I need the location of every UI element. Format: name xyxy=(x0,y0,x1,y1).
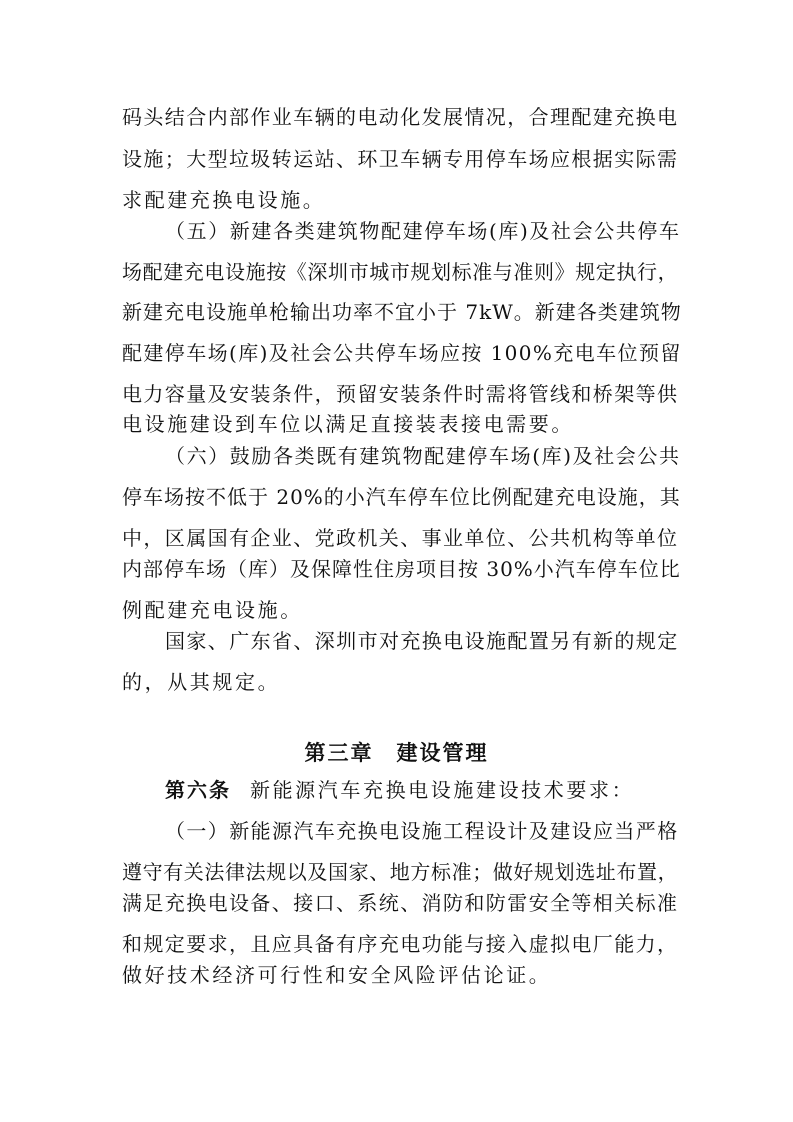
body-text-line: 电力容量及安装条件，预留安装条件时需将管线和桥架等供 xyxy=(122,382,679,406)
body-text-line: 的，从其规定。 xyxy=(122,670,281,694)
body-text-line: 停车场按不低于 20%的小汽车停车位比例配建充电设施，其 xyxy=(122,485,681,509)
body-text-line: 满足充换电设备、接口、系统、消防和防雷安全等相关标准 xyxy=(122,891,679,915)
body-text-line: 中，区属国有企业、党政机关、事业单位、公共机构等单位 xyxy=(122,526,679,550)
body-text-line: 内部停车场（库）及保障性住房项目按 30%小汽车停车位比 xyxy=(122,557,681,581)
body-text-line: 和规定要求，且应具备有序充电功能与接入虚拟电厂能力， xyxy=(122,932,679,956)
body-text-line: （一）新能源汽车充换电设施工程设计及建设应当严格 xyxy=(165,819,679,843)
article-text: 新能源汽车充换电设施建设技术要求： xyxy=(249,778,635,802)
body-text-line: 做好技术经济可行性和安全风险评估论证。 xyxy=(122,963,552,987)
body-text-line: 求配建充换电设施。 xyxy=(122,188,326,212)
body-text-line: （五）新建各类建筑物配建停车场(库)及社会公共停车 xyxy=(165,219,681,243)
body-text-line: 例配建充电设施。 xyxy=(122,598,303,622)
body-text-line: 设施；大型垃圾转运站、环卫车辆专用停车场应根据实际需 xyxy=(122,147,679,171)
body-text-line: 遵守有关法律法规以及国家、地方标准；做好规划选址布置， xyxy=(122,860,679,884)
body-text-line: 新建充电设施单枪输出功率不宜小于 7kW。新建各类建筑物 xyxy=(122,300,682,324)
body-text-line: 码头结合内部作业车辆的电动化发展情况，合理配建充换电 xyxy=(122,105,679,129)
body-text-line: 配建停车场(库)及社会公共停车场应按 100%充电车位预留 xyxy=(122,341,682,365)
body-text-line: 电设施建设到车位以满足直接装表接电需要。 xyxy=(122,412,574,436)
chapter-heading: 第三章 建设管理 xyxy=(304,741,489,765)
body-text-line: 场配建充电设施按《深圳市城市规划标准与准则》规定执行， xyxy=(122,260,679,284)
article-line xyxy=(165,770,682,810)
body-text-line: （六）鼓励各类既有建筑物配建停车场(库)及社会公共 xyxy=(165,444,681,468)
article-label: 第六条 xyxy=(165,778,231,802)
body-text-line: 国家、广东省、深圳市对充换电设施配置另有新的规定 xyxy=(165,629,679,653)
